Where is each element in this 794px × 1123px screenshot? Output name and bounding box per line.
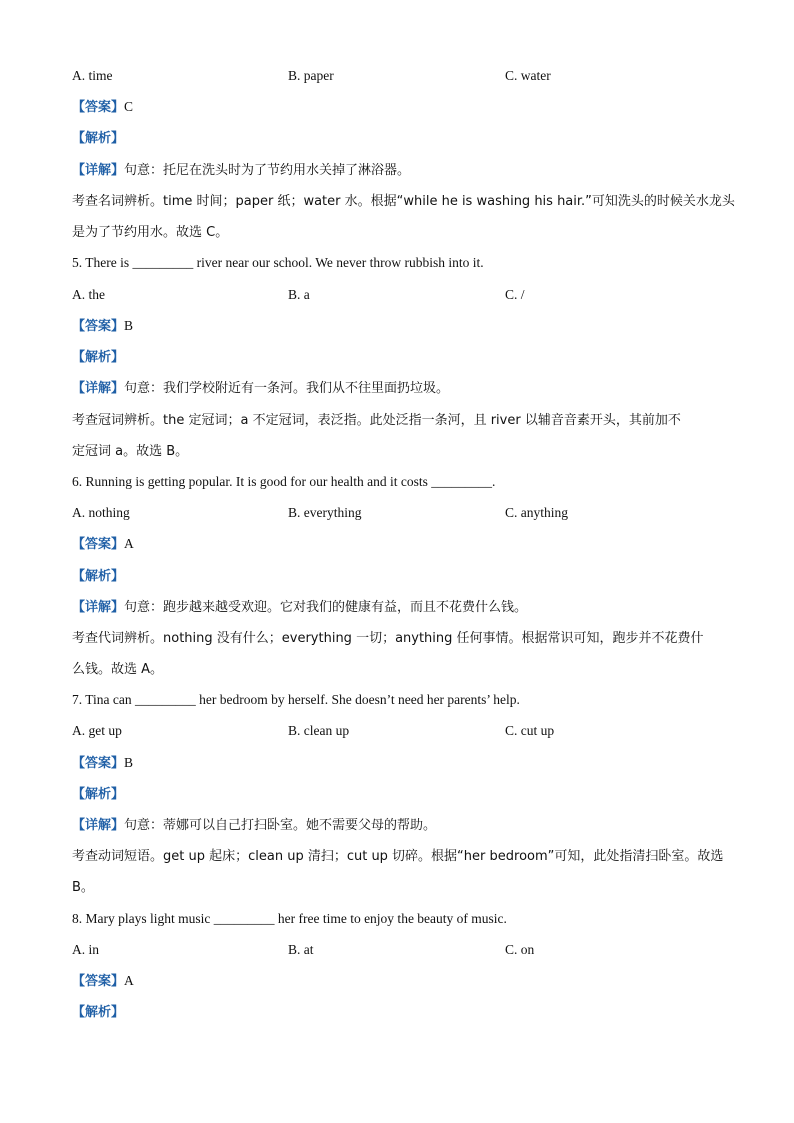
- q5-option-c: C. /: [505, 287, 525, 302]
- detail-tag: 【详解】: [72, 163, 125, 178]
- q7-stem: 7. Tina can _________ her bedroom by herself. She doesn’t need her parents’ help.: [72, 692, 520, 707]
- answer-tag: 【答案】: [72, 974, 125, 989]
- q5-explain-2: [72, 441, 722, 462]
- q4-explain-1: [72, 191, 735, 212]
- explain-text: 考查动词短语。get up 起床；clean up 清扫；cut up 切碎。根据“her bedroom”可知，此处指清扫卧室。故选: [72, 849, 724, 864]
- q6-stem: 6. Running is getting popular. It is good for our health and it costs _________.: [72, 474, 496, 489]
- q7-option-a: A. get up: [72, 723, 122, 738]
- analysis-tag: 【解析】: [72, 787, 125, 802]
- q5-option-a: A. the: [72, 287, 105, 302]
- q7-analysis: [72, 784, 722, 805]
- q4-analysis: [72, 128, 722, 149]
- q4-option-c: C. water: [505, 68, 551, 83]
- explain-text: 考查代词辨析。nothing 没有什么；everything 一切；anything 任何事情。根据常识可知，跑步并不花费什: [72, 631, 704, 646]
- q7-explain-2: [72, 877, 722, 898]
- answer-tag: 【答案】: [72, 756, 125, 771]
- detail-text: 句意：跑步越来越受欢迎。它对我们的健康有益，而且不花费什么钱。: [124, 600, 528, 615]
- explain-text: 考查名词辨析。time 时间；paper 纸；water 水。根据“while he is washing his hair.”可知洗头的时候关水龙头: [72, 194, 735, 209]
- q4-option-a: A. time: [72, 68, 113, 83]
- q5-explain-1: [72, 410, 722, 431]
- q6-explain-2: [72, 659, 722, 680]
- detail-text: 句意：我们学校附近有一条河。我们从不往里面扔垃圾。: [124, 381, 450, 396]
- explain-text: 是为了节约用水。故选 C。: [72, 225, 229, 240]
- answer-value: B: [124, 755, 134, 770]
- explain-text: 定冠词 a。故选 B。: [72, 444, 189, 459]
- explain-text: 么钱。故选 A。: [72, 662, 164, 677]
- answer-tag: 【答案】: [72, 537, 125, 552]
- analysis-tag: 【解析】: [72, 1005, 125, 1020]
- detail-tag: 【详解】: [72, 381, 125, 396]
- q5-analysis: [72, 347, 722, 368]
- explain-text: B。: [72, 880, 94, 895]
- answer-value: B: [124, 318, 134, 333]
- answer-value: C: [124, 99, 134, 114]
- q6-option-a: A. nothing: [72, 505, 130, 520]
- analysis-tag: 【解析】: [72, 131, 125, 146]
- answer-value: A: [124, 536, 134, 551]
- q8-option-b: B. at: [288, 942, 314, 957]
- analysis-tag: 【解析】: [72, 350, 125, 365]
- q5-answer: [72, 316, 722, 337]
- q5-stem: 5. There is _________ river near our school. We never throw rubbish into it.: [72, 255, 484, 270]
- answer-tag: 【答案】: [72, 100, 125, 115]
- explain-text: 考查冠词辨析。the 定冠词；a 不定冠词，表泛指。此处泛指一条河，且 river 以辅音音素开头，其前加不: [72, 413, 681, 428]
- q6-explain-1: [72, 628, 722, 649]
- q4-explain-2: [72, 222, 722, 243]
- q7-answer: [72, 753, 722, 774]
- q6-analysis: [72, 566, 722, 587]
- q7-option-c: C. cut up: [505, 723, 555, 738]
- q8-option-a: A. in: [72, 942, 99, 957]
- answer-value: A: [124, 973, 134, 988]
- q4-detail: [72, 160, 722, 181]
- q8-stem: 8. Mary plays light music _________ her free time to enjoy the beauty of music.: [72, 911, 507, 926]
- answer-tag: 【答案】: [72, 319, 125, 334]
- q5-detail: [72, 378, 722, 399]
- q4-option-b: B. paper: [288, 68, 334, 83]
- q6-option-c: C. anything: [505, 505, 568, 520]
- q4-answer: [72, 97, 722, 118]
- detail-text: 句意：托尼在洗头时为了节约用水关掉了淋浴器。: [124, 163, 411, 178]
- q7-explain-1: [72, 846, 722, 867]
- q8-analysis: [72, 1002, 722, 1023]
- analysis-tag: 【解析】: [72, 569, 125, 584]
- q6-answer: [72, 534, 722, 555]
- q6-option-b: B. everything: [288, 505, 362, 520]
- q7-detail: [72, 815, 722, 836]
- q7-option-b: B. clean up: [288, 723, 350, 738]
- q6-detail: [72, 597, 722, 618]
- detail-text: 句意：蒂娜可以自己打扫卧室。她不需要父母的帮助。: [124, 818, 437, 833]
- detail-tag: 【详解】: [72, 818, 125, 833]
- q8-option-c: C. on: [505, 942, 535, 957]
- q8-answer: [72, 971, 722, 992]
- detail-tag: 【详解】: [72, 600, 125, 615]
- q5-option-b: B. a: [288, 287, 310, 302]
